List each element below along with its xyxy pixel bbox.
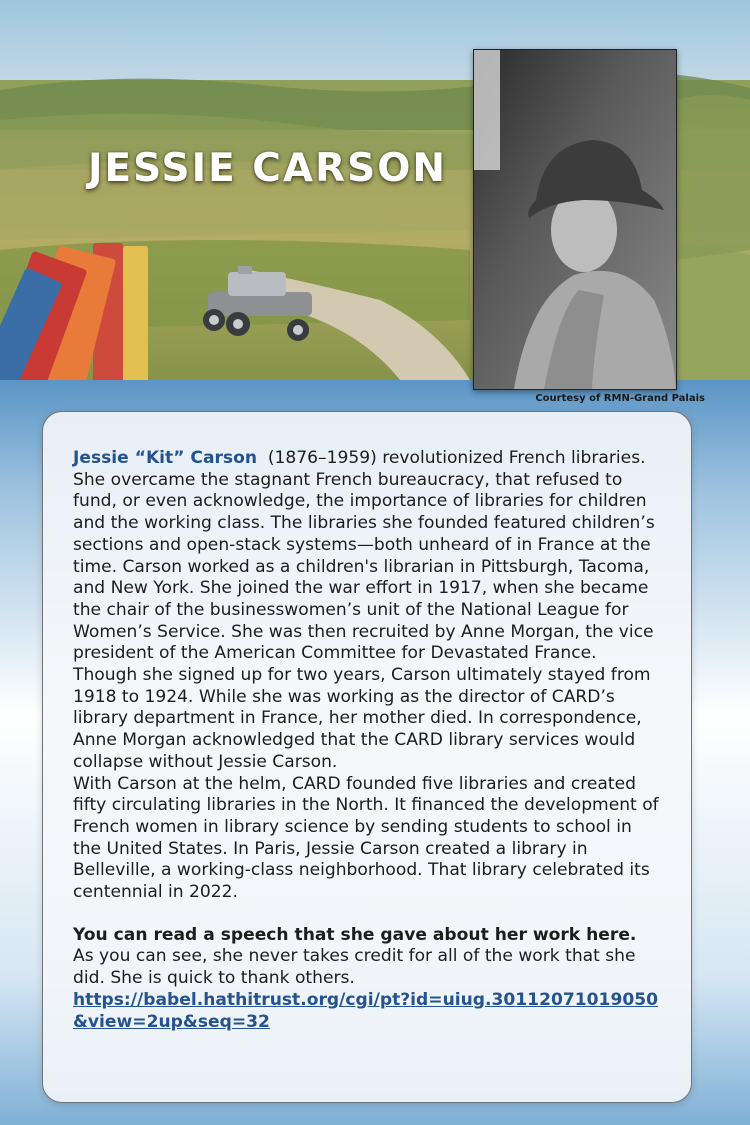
speech-heading: You can read a speech that she gave about her work here. xyxy=(73,924,637,945)
biography-legacy: With Carson at the helm, CARD founded five libraries and created fifty circulating libraries in the North. It financed the development of French women in library science by sending students to school in the United States. In Paris, Jessie Carson created a library in Belleville, a working-class neighborhood. That library celebrated its centennial in 2022. xyxy=(73,773,659,903)
biography-paragraph xyxy=(73,448,665,774)
page-title: JESSIE CARSON xyxy=(88,146,448,191)
speech-note: As you can see, she never takes credit for all of the work that she did. She is quick to thank others. xyxy=(73,946,636,989)
biography-card xyxy=(42,411,692,1103)
biography-intro: (1876–1959) revolutionized French libraries. She overcame the stagnant French bureaucracy, that refused to fund, or even acknowledge, the importance of libraries for children and the working class. The libraries she founded featured children’s sections and open-stack systems—both unheard of in France at the time. Carson worked as a children's librarian in Pittsburgh, Tacoma, and New York. She joined the war effort in 1917, when she became the chair of the businesswomen’s unit of the National League for Women’s Service. She was then recruited by Anne Morgan, the vice president of the American Committee for Devastated France. Though she signed up for two years, Carson ultimately stayed from 1918 to 1924. While she was working as the director of CARD’s library department in France, her mother died. In correspondence, Anne Morgan acknowledged that the CARD library services would collapse without Jessie Carson. xyxy=(73,448,655,772)
speech-link[interactable]: https://babel.hathitrust.org/cgi/pt?id=uiug.30112071019050&view=2up&seq=32 xyxy=(73,989,659,1032)
portrait-photo xyxy=(473,49,677,390)
photo-credit: Courtesy of RMN-Grand Palais xyxy=(535,393,705,404)
subject-name: Jessie “Kit” Carson xyxy=(73,448,257,468)
